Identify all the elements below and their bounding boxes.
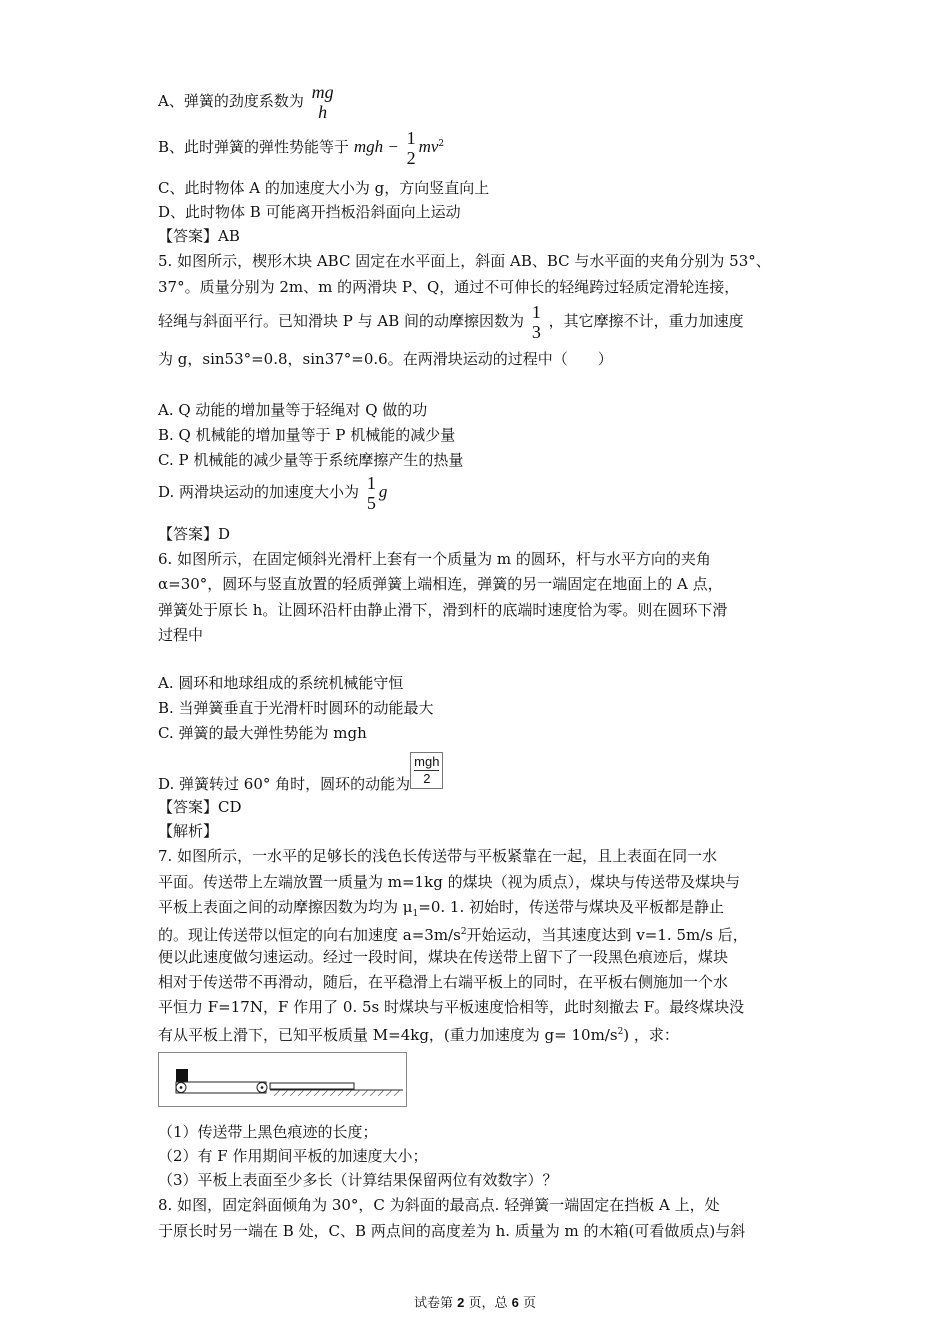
figure-frame [159,1053,407,1107]
q7-stem-line-7: 平恒力 F=17N，F 作用了 0. 5s 时煤块与平板速度恰相等，此时刻撤去 F。最终煤块没 [158,998,745,1016]
footer-total-pages: 6 [511,1295,519,1310]
q4-option-a-text: A、弹簧的劲度系数为 [158,92,304,110]
left-pulley-axle [180,1086,183,1089]
q7-subquestion-1: （1）传送带上黑色痕迹的长度； [158,1123,378,1141]
q6-stem-line-1: 6. 如图所示，在固定倾斜光滑杆上套有一个质量为 m 的圆环，杆与水平方向的夹角 [158,550,711,568]
fraction-numerator: 1 [531,302,541,322]
conveyor-belt [176,1082,266,1093]
fraction-denominator: 2 [423,771,431,786]
q5-option-d-fraction [367,473,376,513]
q5-option-c: C. P 机械能的减少量等于系统摩擦产生的热量 [158,451,464,469]
q5-mu-fraction [532,302,541,342]
q7-subquestion-2: （2）有 F 作用期间平板的加速度大小； [158,1147,428,1165]
q5-option-d-g: g [378,482,388,501]
q5-option-b: B. Q 机械能的增加量等于 P 机械能的减少量 [158,426,456,444]
q5-stem-line-2: 37°。质量分别为 2m、m 的两滑块 P、Q，通过不可伸长的轻绳跨过轻质定滑轮连接， [158,278,740,296]
right-pulley-axle [261,1086,264,1089]
footer-text-mid: 页，总 [468,1296,508,1311]
coal-block [176,1069,188,1082]
fraction-numerator: 1 [406,128,416,148]
fraction-denominator: h [318,102,328,122]
q7-stem-line-3-text: 平板上表面之间的动摩擦因数为均为 μ [158,898,413,916]
q7-stem-line-1: 7. 如图所示，一水平的足够长的浅色长传送带与平板紧靠在一起，且上表面在同一水 [158,847,718,865]
q6-option-b: B. 当弹簧垂直于光滑杆时圆环的动能最大 [158,699,434,717]
exponent: 2 [438,139,445,149]
q4-option-c: C、此时物体 A 的加速度大小为 g，方向竖直向上 [158,179,490,197]
fraction-denominator: 2 [406,148,416,168]
q7-subquestion-3: （3）平板上表面至少多长（计算结果保留两位有效数字）？ [158,1171,558,1189]
q7-stem-line-4-text-2: 开始运动，当其速度达到 v=1. 5m/s 后， [466,926,748,944]
q5-stem-line-3 [158,302,744,342]
footer-text-pre: 试卷第 [413,1296,453,1311]
q6-option-d-fraction [410,752,443,789]
fraction-denominator: 5 [366,493,376,513]
ground-hatching [274,1090,400,1096]
q4-option-d: D、此时物体 B 可能离开挡板沿斜面向上运动 [158,203,461,221]
footer-text-post: 页 [523,1296,537,1311]
superscript: 2 [617,1027,624,1037]
q4-option-b-text: B、此时弹簧的弹性势能等于 [158,138,350,156]
q6-analysis: 【解析】 [158,822,219,840]
q5-stem-line-3-text-2: ，其它摩擦不计，重力加速度 [548,312,744,330]
q4-answer: 【答案】AB [158,227,240,245]
q7-stem-line-2: 平面。传送带上左端放置一质量为 m=1kg 的煤块（视为质点），煤块与传送带及煤块与 [158,873,741,891]
q8-stem-line-1: 8. 如图，固定斜面倾角为 30°，C 为斜面的最高点. 轻弹簧一端固定在挡板 A 上，处 [158,1196,720,1214]
q5-option-d [158,473,387,513]
q5-answer: 【答案】D [158,525,231,543]
q7-stem-line-6: 相对于传送带不再滑动，随后，在平稳滑上右端平板上的同时，在平板右侧施加一个水 [158,973,729,991]
page-footer [0,1292,950,1311]
q7-stem-line-5: 便以此速度做匀速运动。经过一段时间，煤块在传送带上留下了一段黑色痕迹后，煤块 [158,948,729,966]
q4-option-a [158,82,337,122]
q6-stem-line-3: 弹簧处于原长 h。让圆环沿杆由静止滑下，滑到杆的底端时速度恰为零。则在圆环下滑 [158,601,728,619]
q4-option-b [158,128,444,168]
q6-option-d-text: D. 弹簧转过 60° 角时，圆环的动能为 [158,774,411,793]
q6-option-c: C. 弹簧的最大弹性势能为 mgh [158,724,367,742]
subscript: 1 [412,909,419,919]
q6-answer: 【答案】CD [158,798,242,816]
q5-option-a: A. Q 动能的增加量等于轻绳对 Q 做的功 [158,401,428,419]
conveyor-belt-figure [158,1052,408,1108]
fraction-numerator: 1 [366,473,376,493]
q7-stem-line-8-text: 有从平板上滑下，已知平板质量 M=4kg，(重力加速度为 g= 10m/s [158,1026,618,1044]
footer-page-number: 2 [457,1295,465,1310]
q8-stem-line-2: 于原长时另一端在 B 处，C、B 两点间的高度差为 h. 质量为 m 的木箱(可看做质点)与斜 [158,1222,746,1240]
q5-stem-line-3-text: 轻绳与斜面平行。已知滑块 P 与 AB 间的动摩擦因数为 [158,312,525,330]
fraction-numerator: mgh [414,754,440,769]
q7-stem-line-8 [158,1022,679,1045]
q7-stem-line-8-text-2: ) ，求： [623,1026,679,1044]
q6-option-d [158,752,443,793]
q5-option-d-text: D. 两滑块运动的加速度大小为 [158,483,360,501]
fraction-numerator: mg [311,82,334,102]
q4-option-b-math-2: mv [418,137,439,156]
fraction-denominator: 3 [531,322,541,342]
q6-stem-line-2: α=30°，圆环与竖直放置的轻质弹簧上端相连，弹簧的另一端固定在地面上的 A 点， [158,575,723,593]
q7-stem-line-3 [158,897,724,924]
q6-stem-line-4: 过程中 [158,626,204,644]
superscript: 2 [460,927,467,937]
q6-option-a: A. 圆环和地球组成的系统机械能守恒 [158,674,404,692]
q7-stem-line-3-text-2: =0. 1. 初始时，传送带与煤块及平板都是静止 [418,898,724,916]
q7-stem-line-4 [158,922,748,945]
q4-option-b-fraction [407,128,416,168]
q5-stem-line-4: 为 g，sin53°=0.8，sin37°=0.6。在两滑块运动的过程中（ ） [158,350,613,368]
q7-stem-line-4-text: 的。现让传送带以恒定的向右加速度 a=3m/s [158,926,461,944]
q4-option-a-fraction [312,82,334,122]
plank [270,1083,354,1089]
q5-stem-line-1: 5. 如图所示，楔形木块 ABC 固定在水平面上，斜面 AB、BC 与水平面的夹角分别为 53°、 [158,252,771,270]
q4-option-b-math: mgh − [353,137,399,156]
